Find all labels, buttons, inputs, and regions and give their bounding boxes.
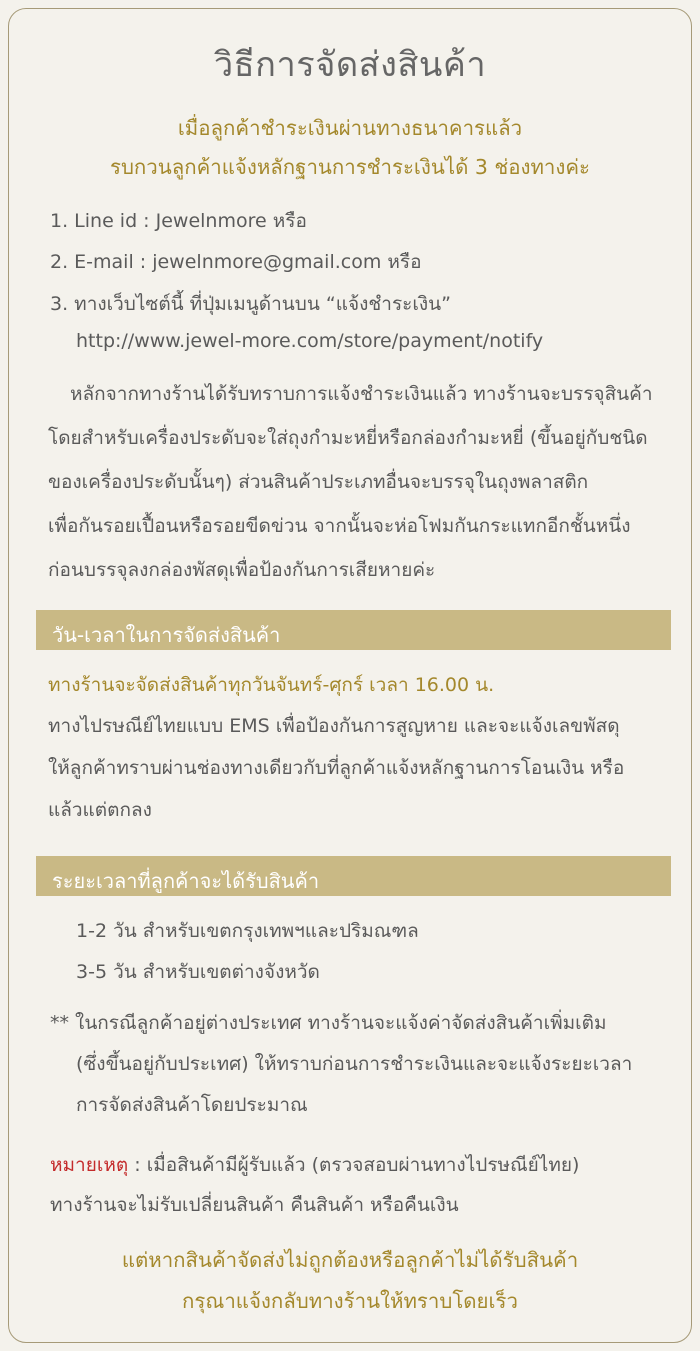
shipping-schedule-line: ให้ลูกค้าทราบผ่านช่องทางเดียวกับที่ลูกค้าแจ้งหลักฐานการโอนเงิน หรือ	[48, 757, 625, 779]
remark-text: : เมื่อสินค้ามีผู้รับแล้ว (ตรวจสอบผ่านทางไปรษณีย์ไทย)	[128, 1154, 580, 1176]
subtitle-line: เมื่อลูกค้าชำระเงินผ่านทางธนาคารแล้ว	[177, 116, 523, 140]
international-note-line: การจัดส่งสินค้าโดยประมาณ	[76, 1094, 308, 1116]
channel-website: 3. ทางเว็บไซต์นี้ ที่ปุ่มเมนูด้านบน “แจ้งชำระเงิน”	[50, 293, 451, 315]
closing-line: แต่หากสินค้าจัดส่งไม่ถูกต้องหรือลูกค้าไม่ได้รับสินค้า	[121, 1248, 579, 1272]
section-header-label: ระยะเวลาที่ลูกค้าจะได้รับสินค้า	[52, 869, 320, 893]
section-header-delivery-time	[36, 856, 671, 896]
channel-email: 2. E-mail : jewelnmore@gmail.com หรือ	[50, 251, 422, 273]
page-title: วิธีการจัดส่งสินค้า	[213, 45, 487, 85]
delivery-duration-item: 1-2 วัน สำหรับเขตกรุงเทพฯและปริมณฑล	[76, 920, 419, 942]
channel-line-id: 1. Line id : Jewelnmore หรือ	[50, 210, 307, 232]
international-note-line: (ซึ่งขึ้นอยู่กับประเทศ) ให้ทราบก่อนการชำระเงินและจะแจ้งระยะเวลา	[76, 1053, 633, 1075]
packing-paragraph-line: ก่อนบรรจุลงกล่องพัสดุเพื่อป้องกันการเสียหายค่ะ	[48, 559, 436, 581]
section-header-shipping-schedule	[36, 610, 671, 650]
packing-paragraph-line: โดยสำหรับเครื่องประดับจะใส่ถุงกำมะหยี่หรือกล่องกำมะหยี่ (ขึ้นอยู่กับชนิด	[48, 427, 648, 449]
packing-paragraph-line: เพื่อกันรอยเปื้อนหรือรอยขีดข่วน จากนั้นจะห่อโฟมกันกระแทกอีกชั้นหนึ่ง	[48, 515, 631, 537]
remark-line	[50, 1150, 579, 1180]
closing-line: กรุณาแจ้งกลับทางร้านให้ทราบโดยเร็ว	[182, 1289, 518, 1313]
remark-label: หมายเหตุ	[50, 1154, 129, 1176]
packing-paragraph-line: ของเครื่องประดับนั้นๆ) ส่วนสินค้าประเภทอื่นจะบรรจุในถุงพลาสติก	[48, 471, 589, 493]
payment-notify-url[interactable]: http://www.jewel-more.com/store/payment/notify	[76, 330, 544, 352]
international-note-line: ** ในกรณีลูกค้าอยู่ต่างประเทศ ทางร้านจะแจ้งค่าจัดส่งสินค้าเพิ่มเติม	[50, 1012, 607, 1034]
shipping-schedule-line: ทางไปรษณีย์ไทยแบบ EMS เพื่อป้องกันการสูญหาย และจะแจ้งเลขพัสดุ	[48, 715, 620, 737]
remark-line-2: ทางร้านจะไม่รับเปลี่ยนสินค้า คืนสินค้า หรือคืนเงิน	[50, 1194, 459, 1216]
delivery-duration-item: 3-5 วัน สำหรับเขตต่างจังหวัด	[76, 961, 320, 983]
section-header-label: วัน-เวลาในการจัดส่งสินค้า	[52, 623, 281, 647]
packing-paragraph-line: หลักจากทางร้านได้รับทราบการแจ้งชำระเงินแล้ว ทางร้านจะบรรจุสินค้า	[70, 383, 653, 405]
shipping-schedule-highlight: ทางร้านจะจัดส่งสินค้าทุกวันจันทร์-ศุกร์ เวลา 16.00 น.	[48, 674, 495, 696]
subtitle-line: รบกวนลูกค้าแจ้งหลักฐานการชำระเงินได้ 3 ช่องทางค่ะ	[110, 155, 590, 179]
shipping-schedule-line: แล้วแต่ตกลง	[48, 799, 152, 821]
